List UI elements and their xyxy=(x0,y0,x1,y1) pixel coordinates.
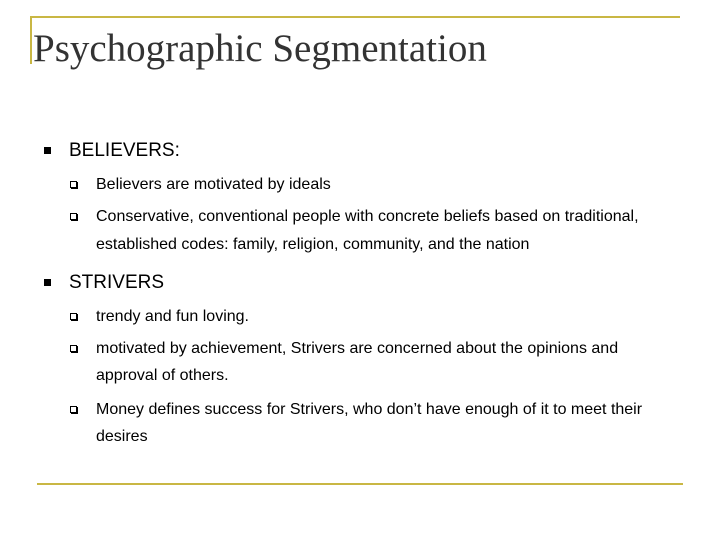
bullet-text: Money defines success for Strivers, who don’t have enough of it to meet their xyxy=(96,401,643,418)
bullet-hollow-square-icon xyxy=(70,213,77,220)
bullet-square-icon xyxy=(44,147,51,154)
bullet-text: motivated by achievement, Strivers are concerned about the opinions and xyxy=(96,340,619,357)
bullet-hollow-square-icon xyxy=(70,406,77,413)
bullet-text: Conservative, conventional people with concrete beliefs based on traditional, xyxy=(96,208,639,225)
bullet-text: Believers are motivated by ideals xyxy=(96,176,331,193)
bullet-hollow-square-icon xyxy=(70,181,77,188)
section-heading-strivers: STRIVERS xyxy=(69,272,165,293)
slide-title: Psychographic Segmentation xyxy=(33,27,487,70)
title-left-rule xyxy=(30,16,32,64)
title-top-rule xyxy=(30,16,680,18)
bullet-square-icon xyxy=(44,279,51,286)
bullet-text-continued: desires xyxy=(96,428,148,445)
footer-rule xyxy=(37,483,683,485)
bullet-text-continued: approval of others. xyxy=(96,367,229,384)
bullet-hollow-square-icon xyxy=(70,345,77,352)
bullet-hollow-square-icon xyxy=(70,313,77,320)
bullet-text: trendy and fun loving. xyxy=(96,308,249,325)
section-heading-believers: BELIEVERS: xyxy=(69,140,180,161)
bullet-text-continued: established codes: family, religion, community, and the nation xyxy=(96,236,530,253)
